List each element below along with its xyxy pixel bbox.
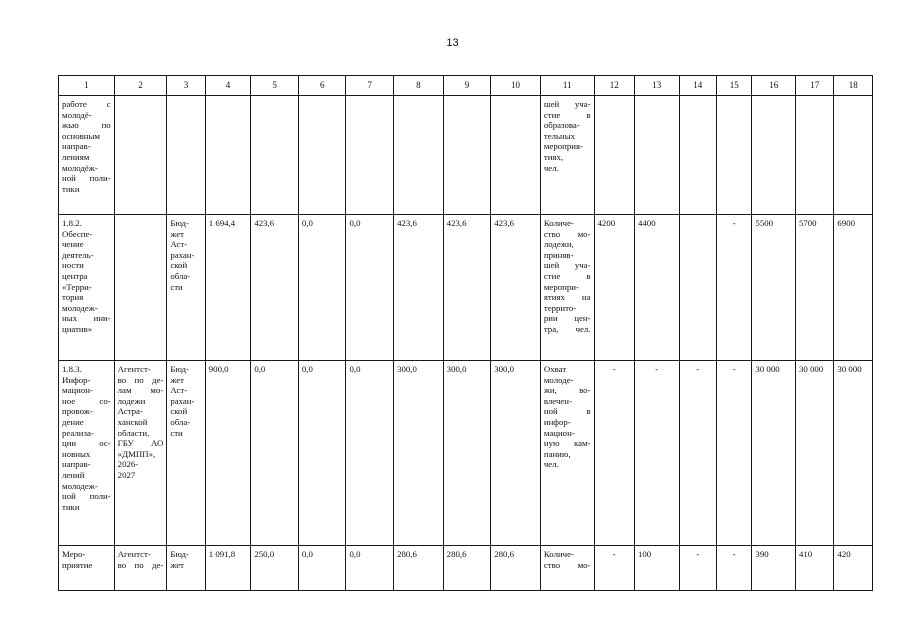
- column-number-1: 1: [59, 76, 115, 96]
- cell-col-13: 4400: [635, 215, 680, 361]
- cell-text-line: тельных: [543, 130, 576, 141]
- cell-col-11: [540, 215, 594, 361]
- cell-text-line: направ-: [62, 459, 91, 470]
- cell-text-line: чел.: [543, 162, 559, 173]
- cell-text-line: ханской: [117, 416, 148, 427]
- cell-text-line: молодеж-: [62, 302, 98, 313]
- cell-col-18: 420: [834, 546, 873, 591]
- cell-text-line: шей уча-: [543, 260, 591, 271]
- cell-text-line: направ-: [62, 141, 91, 152]
- cell-text-line: Бюд-: [170, 364, 189, 374]
- cell-text-line: тиях,: [543, 151, 564, 162]
- cell-col-12: -: [594, 546, 634, 591]
- cell-col-15: [717, 96, 752, 215]
- cell-text-line: рахан-: [170, 395, 195, 406]
- column-number-7: 7: [346, 76, 394, 96]
- cell-text-line: основным: [62, 130, 100, 141]
- cell-col-15: -: [717, 361, 752, 546]
- cell-text-line: ности: [62, 260, 84, 271]
- cell-text-line: центра: [62, 270, 88, 281]
- cell-text-line: 2027: [117, 469, 136, 480]
- cell-col-6: [298, 96, 346, 215]
- cell-text-line: ятиях на: [543, 292, 591, 303]
- cell-text-line: меропри-: [543, 281, 579, 292]
- cell-text-line: молоде-: [543, 374, 574, 385]
- cell-text-line: жет: [170, 228, 185, 239]
- cell-col-11: [540, 361, 594, 546]
- cell-col-14: [679, 96, 716, 215]
- cell-col-4: 900,0: [205, 361, 251, 546]
- cell-col-14: -: [679, 361, 716, 546]
- cell-col-8: 423,6: [394, 215, 444, 361]
- cell-col-1: [59, 96, 115, 215]
- cell-text-line: Аст-: [170, 239, 188, 250]
- cell-text-line: реализа-: [62, 427, 94, 438]
- column-number-15: 15: [717, 76, 752, 96]
- cell-text-line: во по де-: [117, 559, 164, 570]
- cell-col-10: 423,6: [491, 215, 541, 361]
- cell-text-line: молодё-: [62, 109, 92, 120]
- cell-text-line: влечен-: [543, 395, 572, 406]
- cell-text-line: дение: [62, 416, 84, 427]
- cell-col-10: 280,6: [491, 546, 541, 591]
- column-number-4: 4: [205, 76, 251, 96]
- cell-col-3: [167, 546, 205, 591]
- cell-text-line: сти: [170, 281, 183, 292]
- cell-col-8: 280,6: [394, 546, 444, 591]
- cell-col-4: 1 694,4: [205, 215, 251, 361]
- cell-text-line: Инфор-: [62, 374, 91, 385]
- cell-col-9: 423,6: [443, 215, 491, 361]
- cell-col-9: 300,0: [443, 361, 491, 546]
- cell-col-13: [635, 96, 680, 215]
- cell-text-line: работе с: [62, 99, 111, 109]
- column-number-14: 14: [679, 76, 716, 96]
- cell-col-16: 390: [752, 546, 796, 591]
- cell-text-line: жью по: [62, 120, 111, 131]
- cell-col-17: [795, 96, 833, 215]
- table-body: [59, 76, 873, 591]
- cell-text-line: мацион-: [62, 385, 93, 396]
- cell-text-line: ной поли-: [62, 173, 111, 184]
- table-row: [59, 361, 873, 546]
- cell-text-line: Бюд-: [170, 549, 189, 559]
- cell-text-line: жет: [170, 374, 185, 385]
- cell-col-7: 0,0: [346, 546, 394, 591]
- cell-text-line: жи, во-: [543, 385, 591, 396]
- cell-text-line: ство мо-: [543, 559, 591, 570]
- cell-text-line: шей уча-: [543, 99, 591, 109]
- cell-text-line: ной поли-: [62, 491, 111, 502]
- cell-col-8: [394, 96, 444, 215]
- cell-text-line: во по де-: [117, 374, 164, 385]
- column-number-row: [59, 76, 873, 96]
- cell-col-12: [594, 96, 634, 215]
- table-row: [59, 546, 873, 591]
- cell-col-1: [59, 215, 115, 361]
- cell-col-5: [251, 96, 299, 215]
- cell-text-line: Агентст-: [117, 549, 151, 559]
- cell-text-line: лениям: [62, 151, 90, 162]
- cell-text-line: циатив»: [62, 323, 93, 334]
- cell-col-10: [491, 96, 541, 215]
- cell-col-18: 6900: [834, 215, 873, 361]
- cell-col-11: [540, 96, 594, 215]
- column-number-10: 10: [491, 76, 541, 96]
- column-number-11: 11: [540, 76, 594, 96]
- cell-text-line: образова-: [543, 120, 580, 131]
- column-number-6: 6: [298, 76, 346, 96]
- cell-text-line: Охват: [543, 364, 567, 374]
- cell-text-line: ных ини-: [62, 313, 111, 324]
- cell-text-line: 1.8.2.: [62, 218, 82, 228]
- cell-col-13: 100: [635, 546, 680, 591]
- cell-text-line: ской: [170, 406, 188, 417]
- table-row: [59, 215, 873, 361]
- cell-text-line: молодёж-: [62, 162, 98, 173]
- cell-text-line: лений: [62, 469, 85, 480]
- column-number-8: 8: [394, 76, 444, 96]
- column-number-5: 5: [251, 76, 299, 96]
- cell-text-line: стие в: [543, 270, 591, 281]
- cell-text-line: обла-: [170, 270, 191, 281]
- column-number-17: 17: [795, 76, 833, 96]
- cell-col-17: 5700: [795, 215, 833, 361]
- cell-col-17: 410: [795, 546, 833, 591]
- cell-col-16: [752, 96, 796, 215]
- cell-col-6: 0,0: [298, 361, 346, 546]
- cell-col-14: -: [679, 546, 716, 591]
- cell-col-18: [834, 96, 873, 215]
- cell-text-line: 1.8.3.: [62, 364, 82, 374]
- column-number-13: 13: [635, 76, 680, 96]
- cell-text-line: лам мо-: [117, 385, 164, 396]
- cell-text-line: Агентст-: [117, 364, 151, 374]
- cell-text-line: Астра-: [117, 406, 143, 417]
- cell-text-line: области,: [117, 427, 150, 438]
- cell-text-line: ную кам-: [543, 438, 591, 449]
- cell-col-15: -: [717, 546, 752, 591]
- cell-text-line: стие в: [543, 109, 591, 120]
- column-number-16: 16: [752, 76, 796, 96]
- cell-col-7: 0,0: [346, 215, 394, 361]
- cell-text-line: ной в: [543, 406, 591, 417]
- cell-text-line: тра, чел.: [543, 323, 591, 334]
- table-row: [59, 96, 873, 215]
- cell-col-13: -: [635, 361, 680, 546]
- cell-text-line: рии цен-: [543, 313, 591, 324]
- column-number-9: 9: [443, 76, 491, 96]
- cell-text-line: провож-: [62, 406, 93, 417]
- cell-col-3: [167, 361, 205, 546]
- cell-col-2: [114, 546, 167, 591]
- cell-text-line: Обеспе-: [62, 228, 93, 239]
- cell-text-line: панию,: [543, 448, 571, 459]
- cell-text-line: ской: [170, 260, 188, 271]
- cell-col-6: 0,0: [298, 546, 346, 591]
- cell-text-line: мацион-: [543, 427, 575, 438]
- cell-col-9: 280,6: [443, 546, 491, 591]
- cell-col-6: 0,0: [298, 215, 346, 361]
- cell-col-2: [114, 96, 167, 215]
- cell-text-line: тики: [62, 501, 80, 512]
- cell-col-8: 300,0: [394, 361, 444, 546]
- cell-text-line: ное со-: [62, 395, 111, 406]
- cell-col-5: 0,0: [251, 361, 299, 546]
- cell-text-line: Количе-: [543, 218, 574, 228]
- cell-text-line: чение: [62, 239, 84, 250]
- cell-text-line: рахан-: [170, 249, 195, 260]
- cell-text-line: ГБУ АО: [117, 438, 164, 449]
- cell-col-16: 30 000: [752, 361, 796, 546]
- cell-col-12: 4200: [594, 215, 634, 361]
- cell-col-12: -: [594, 361, 634, 546]
- cell-col-2: [114, 361, 167, 546]
- cell-text-line: лодежи: [117, 395, 146, 406]
- cell-col-14: [679, 215, 716, 361]
- cell-col-4: 1 091,8: [205, 546, 251, 591]
- cell-col-5: 250,0: [251, 546, 299, 591]
- cell-text-line: новных: [62, 448, 91, 459]
- cell-col-16: 5500: [752, 215, 796, 361]
- cell-text-line: 2026-: [117, 459, 139, 470]
- cell-col-1: [59, 361, 115, 546]
- cell-text-line: мероприя-: [543, 141, 583, 152]
- cell-text-line: «ДМПП»,: [117, 448, 156, 459]
- cell-text-line: «Терри-: [62, 281, 92, 292]
- cell-col-2: [114, 215, 167, 361]
- cell-text-line: чел.: [543, 459, 559, 470]
- cell-text-line: сти: [170, 427, 183, 438]
- cell-text-line: Бюд-: [170, 218, 189, 228]
- cell-col-10: 300,0: [491, 361, 541, 546]
- cell-col-7: [346, 96, 394, 215]
- column-number-12: 12: [594, 76, 634, 96]
- cell-col-17: 30 000: [795, 361, 833, 546]
- cell-text-line: тики: [62, 183, 80, 194]
- cell-col-18: 30 000: [834, 361, 873, 546]
- cell-col-7: 0,0: [346, 361, 394, 546]
- cell-text-line: приятие: [62, 559, 93, 570]
- cell-col-9: [443, 96, 491, 215]
- cell-col-3: [167, 215, 205, 361]
- cell-text-line: ство мо-: [543, 228, 591, 239]
- cell-text-line: молодеж-: [62, 480, 98, 491]
- cell-text-line: приняв-: [543, 249, 574, 260]
- cell-col-11: [540, 546, 594, 591]
- cell-text-line: Меро-: [62, 549, 86, 559]
- cell-text-line: инфор-: [543, 416, 571, 427]
- budget-table: [58, 75, 873, 591]
- cell-text-line: террито-: [543, 302, 577, 313]
- cell-text-line: Количе-: [543, 549, 574, 559]
- cell-text-line: обла-: [170, 416, 191, 427]
- cell-text-line: ции ос-: [62, 438, 111, 449]
- cell-col-4: [205, 96, 251, 215]
- cell-text-line: деятель-: [62, 249, 94, 260]
- cell-text-line: лодежи,: [543, 239, 574, 250]
- column-number-3: 3: [167, 76, 205, 96]
- cell-col-3: [167, 96, 205, 215]
- cell-col-1: [59, 546, 115, 591]
- page-number: 13: [446, 37, 459, 49]
- cell-text-line: тория: [62, 292, 84, 303]
- column-number-18: 18: [834, 76, 873, 96]
- column-number-2: 2: [114, 76, 167, 96]
- cell-text-line: жет: [170, 559, 185, 570]
- cell-col-15: -: [717, 215, 752, 361]
- cell-col-5: 423,6: [251, 215, 299, 361]
- cell-text-line: Аст-: [170, 385, 188, 396]
